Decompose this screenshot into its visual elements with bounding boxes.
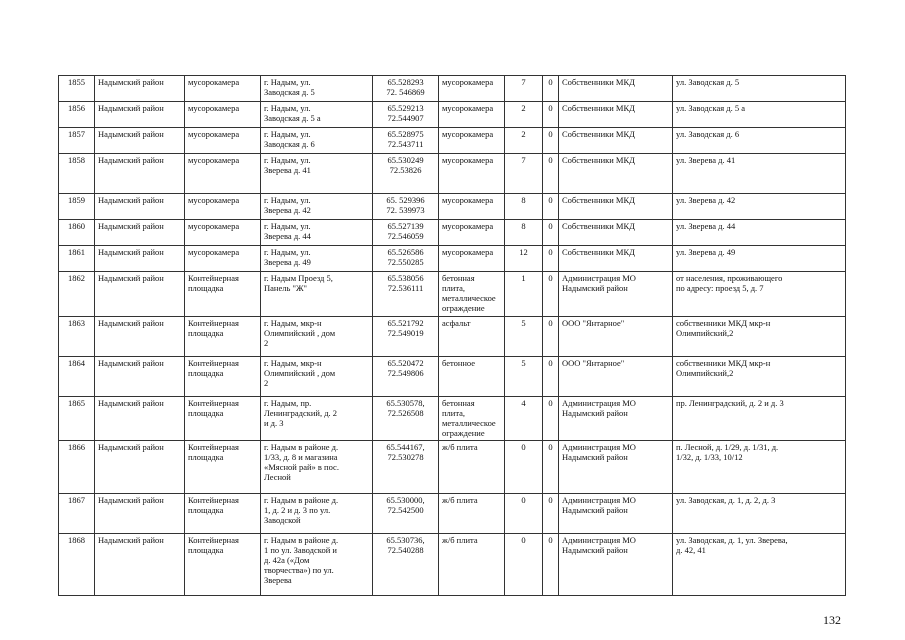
container-count-cell: 8 xyxy=(505,220,543,246)
owner-cell: Администрация МО Надымский район xyxy=(559,494,673,534)
district-cell: Надымский район xyxy=(95,272,185,317)
table-row xyxy=(59,76,846,102)
address-cell: г. Надым в районе д. 1/33, д. 8 и магазина «Мясной рай» в пос. Лесной xyxy=(261,441,373,494)
surface-cell: ж/б плита xyxy=(439,534,505,596)
table-row xyxy=(59,102,846,128)
table-row xyxy=(59,272,846,317)
surface-cell: мусорокамера xyxy=(439,76,505,102)
site-type-cell: мусорокамера xyxy=(185,102,261,128)
row-number: 1861 xyxy=(59,246,95,272)
row-number: 1857 xyxy=(59,128,95,154)
site-type-cell: мусорокамера xyxy=(185,246,261,272)
row-number: 1863 xyxy=(59,317,95,357)
site-type-cell: Контейнерная площадка xyxy=(185,272,261,317)
owner-cell: Администрация МО Надымский район xyxy=(559,534,673,596)
site-type-cell: мусорокамера xyxy=(185,76,261,102)
address-cell: г. Надым, ул. Зверева д. 49 xyxy=(261,246,373,272)
table-row xyxy=(59,397,846,441)
coordinates-cell: 65.544167, 72.530278 xyxy=(373,441,439,494)
open-count-cell: 0 xyxy=(543,397,559,441)
coordinates-cell: 65.530736, 72.540288 xyxy=(373,534,439,596)
owner-cell: Администрация МО Надымский район xyxy=(559,397,673,441)
container-count-cell: 5 xyxy=(505,357,543,397)
address-cell: г. Надым, ул. Зверева д. 42 xyxy=(261,194,373,220)
site-type-cell: Контейнерная площадка xyxy=(185,534,261,596)
owner-cell: Собственники МКД xyxy=(559,128,673,154)
waste-source-cell: ул. Зверева д. 42 xyxy=(673,194,846,220)
site-type-cell: Контейнерная площадка xyxy=(185,357,261,397)
table-row xyxy=(59,317,846,357)
row-number: 1868 xyxy=(59,534,95,596)
surface-cell: ж/б плита xyxy=(439,494,505,534)
table-row xyxy=(59,194,846,220)
container-count-cell: 8 xyxy=(505,194,543,220)
owner-cell: Администрация МО Надымский район xyxy=(559,272,673,317)
waste-source-cell: от населения, проживающего по адресу: проезд 5, д. 7 xyxy=(673,272,846,317)
owner-cell: Собственники МКД xyxy=(559,220,673,246)
coordinates-cell: 65.528975 72.543711 xyxy=(373,128,439,154)
site-type-cell: Контейнерная площадка xyxy=(185,397,261,441)
surface-cell: бетонная плита, металлическое ограждение xyxy=(439,272,505,317)
open-count-cell: 0 xyxy=(543,76,559,102)
waste-source-cell: п. Лесной, д. 1/29, д. 1/31, д. 1/32, д. 1/33, 10/12 xyxy=(673,441,846,494)
open-count-cell: 0 xyxy=(543,317,559,357)
address-cell: г. Надым, ул. Зверева д. 44 xyxy=(261,220,373,246)
waste-source-cell: собственники МКД мкр-н Олимпийский,2 xyxy=(673,317,846,357)
waste-source-cell: ул. Заводская д. 5 xyxy=(673,76,846,102)
open-count-cell: 0 xyxy=(543,357,559,397)
address-cell: г. Надым, ул. Зверева д. 41 xyxy=(261,154,373,194)
coordinates-cell: 65.527139 72.546059 xyxy=(373,220,439,246)
table-row xyxy=(59,246,846,272)
waste-source-cell: ул. Заводская, д. 1, ул. Зверева, д. 42, 41 xyxy=(673,534,846,596)
address-cell: г. Надым, пр. Ленинградский, д. 2 и д. 3 xyxy=(261,397,373,441)
row-number: 1862 xyxy=(59,272,95,317)
table-row xyxy=(59,534,846,596)
container-count-cell: 12 xyxy=(505,246,543,272)
owner-cell: Собственники МКД xyxy=(559,194,673,220)
open-count-cell: 0 xyxy=(543,194,559,220)
district-cell: Надымский район xyxy=(95,194,185,220)
district-cell: Надымский район xyxy=(95,246,185,272)
owner-cell: Собственники МКД xyxy=(559,76,673,102)
district-cell: Надымский район xyxy=(95,317,185,357)
surface-cell: мусорокамера xyxy=(439,220,505,246)
site-type-cell: мусорокамера xyxy=(185,194,261,220)
container-count-cell: 5 xyxy=(505,317,543,357)
coordinates-cell: 65.530578, 72.526508 xyxy=(373,397,439,441)
open-count-cell: 0 xyxy=(543,220,559,246)
open-count-cell: 0 xyxy=(543,102,559,128)
surface-cell: асфальт xyxy=(439,317,505,357)
waste-source-cell: ул. Зверева д. 44 xyxy=(673,220,846,246)
waste-source-cell: собственники МКД мкр-н Олимпийский,2 xyxy=(673,357,846,397)
owner-cell: Собственники МКД xyxy=(559,246,673,272)
owner-cell: ООО "Янтарное" xyxy=(559,357,673,397)
surface-cell: ж/б плита xyxy=(439,441,505,494)
row-number: 1856 xyxy=(59,102,95,128)
table-row xyxy=(59,357,846,397)
site-type-cell: Контейнерная площадка xyxy=(185,441,261,494)
district-cell: Надымский район xyxy=(95,441,185,494)
surface-cell: мусорокамера xyxy=(439,102,505,128)
container-count-cell: 7 xyxy=(505,76,543,102)
page-number: 132 xyxy=(823,613,841,627)
coordinates-cell: 65.521792 72.549019 xyxy=(373,317,439,357)
container-count-cell: 0 xyxy=(505,494,543,534)
coordinates-cell: 65.538056 72.536111 xyxy=(373,272,439,317)
coordinates-cell: 65.530000, 72.542500 xyxy=(373,494,439,534)
open-count-cell: 0 xyxy=(543,246,559,272)
owner-cell: Собственники МКД xyxy=(559,102,673,128)
table-row xyxy=(59,494,846,534)
container-count-cell: 2 xyxy=(505,128,543,154)
waste-source-cell: ул. Зверева д. 49 xyxy=(673,246,846,272)
row-number: 1864 xyxy=(59,357,95,397)
site-type-cell: мусорокамера xyxy=(185,220,261,246)
row-number: 1858 xyxy=(59,154,95,194)
container-count-cell: 4 xyxy=(505,397,543,441)
row-number: 1867 xyxy=(59,494,95,534)
table-row xyxy=(59,154,846,194)
address-cell: г. Надым, мкр-н Олимпийский , дом 2 xyxy=(261,357,373,397)
owner-cell: ООО "Янтарное" xyxy=(559,317,673,357)
site-type-cell: мусорокамера xyxy=(185,128,261,154)
open-count-cell: 0 xyxy=(543,534,559,596)
container-count-cell: 0 xyxy=(505,534,543,596)
address-cell: г. Надым в районе д. 1 по ул. Заводской и д. 42а («Дом творчества») по ул. Зверева xyxy=(261,534,373,596)
surface-cell: мусорокамера xyxy=(439,128,505,154)
surface-cell: бетонное xyxy=(439,357,505,397)
owner-cell: Администрация МО Надымский район xyxy=(559,441,673,494)
row-number: 1860 xyxy=(59,220,95,246)
district-cell: Надымский район xyxy=(95,76,185,102)
surface-cell: мусорокамера xyxy=(439,154,505,194)
row-number: 1866 xyxy=(59,441,95,494)
table-row xyxy=(59,220,846,246)
waste-source-cell: ул. Заводская д. 6 xyxy=(673,128,846,154)
address-cell: г. Надым Проезд 5, Панель "Ж" xyxy=(261,272,373,317)
row-number: 1865 xyxy=(59,397,95,441)
district-cell: Надымский район xyxy=(95,357,185,397)
table-row xyxy=(59,128,846,154)
address-cell: г. Надым в районе д. 1, д. 2 и д. 3 по ул. Заводской xyxy=(261,494,373,534)
waste-source-cell: ул. Заводская, д. 1, д. 2, д. 3 xyxy=(673,494,846,534)
table-row xyxy=(59,441,846,494)
open-count-cell: 0 xyxy=(543,272,559,317)
container-count-cell: 1 xyxy=(505,272,543,317)
coordinates-cell: 65.528293 72. 546869 xyxy=(373,76,439,102)
surface-cell: мусорокамера xyxy=(439,246,505,272)
coordinates-cell: 65.520472 72.549806 xyxy=(373,357,439,397)
district-cell: Надымский район xyxy=(95,494,185,534)
container-count-cell: 0 xyxy=(505,441,543,494)
open-count-cell: 0 xyxy=(543,441,559,494)
site-type-cell: Контейнерная площадка xyxy=(185,494,261,534)
container-count-cell: 2 xyxy=(505,102,543,128)
waste-source-cell: ул. Заводская д. 5 а xyxy=(673,102,846,128)
open-count-cell: 0 xyxy=(543,494,559,534)
row-number: 1855 xyxy=(59,76,95,102)
district-cell: Надымский район xyxy=(95,154,185,194)
address-cell: г. Надым, ул. Заводская д. 5 xyxy=(261,76,373,102)
district-cell: Надымский район xyxy=(95,534,185,596)
coordinates-cell: 65. 529396 72. 539973 xyxy=(373,194,439,220)
address-cell: г. Надым, ул. Заводская д. 5 а xyxy=(261,102,373,128)
coordinates-cell: 65.526586 72.550285 xyxy=(373,246,439,272)
site-type-cell: мусорокамера xyxy=(185,154,261,194)
waste-source-cell: ул. Зверева д. 41 xyxy=(673,154,846,194)
address-cell: г. Надым, ул. Заводская д. 6 xyxy=(261,128,373,154)
open-count-cell: 0 xyxy=(543,128,559,154)
owner-cell: Собственники МКД xyxy=(559,154,673,194)
site-type-cell: Контейнерная площадка xyxy=(185,317,261,357)
address-cell: г. Надым, мкр-н Олимпийский , дом 2 xyxy=(261,317,373,357)
district-cell: Надымский район xyxy=(95,128,185,154)
row-number: 1859 xyxy=(59,194,95,220)
waste-sites-table xyxy=(58,75,846,596)
coordinates-cell: 65.529213 72.544907 xyxy=(373,102,439,128)
open-count-cell: 0 xyxy=(543,154,559,194)
container-count-cell: 7 xyxy=(505,154,543,194)
waste-source-cell: пр. Ленинградский, д. 2 и д. 3 xyxy=(673,397,846,441)
district-cell: Надымский район xyxy=(95,397,185,441)
surface-cell: бетонная плита, металлическое ограждение xyxy=(439,397,505,441)
district-cell: Надымский район xyxy=(95,102,185,128)
district-cell: Надымский район xyxy=(95,220,185,246)
surface-cell: мусорокамера xyxy=(439,194,505,220)
coordinates-cell: 65.530249 72.53826 xyxy=(373,154,439,194)
